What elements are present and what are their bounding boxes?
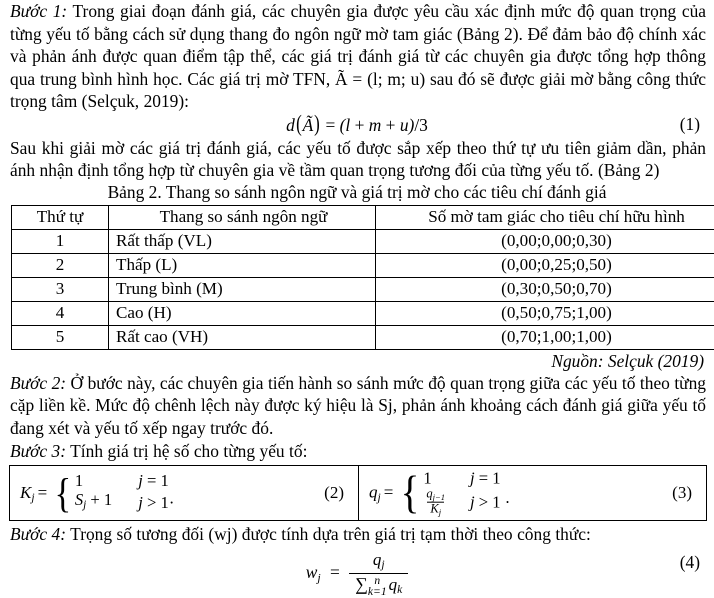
table-header-order: Thứ tự: [12, 205, 109, 229]
cell-language: Rất thấp (VL): [109, 229, 376, 253]
equation-3-body: [369, 469, 510, 518]
equation-2-body: [20, 471, 174, 515]
equation-3-case-2-condition: j > 1 ·: [470, 493, 510, 512]
cell-language: Trung bình (M): [109, 277, 376, 301]
equation-3-case-2-value: $\frac{q_{j-1}}{K_j}$: [423, 488, 448, 518]
cell-order: 1: [12, 229, 109, 253]
table-header-row: [12, 205, 714, 229]
equation-1-body: d(Ã) = (l + m + u)/3: [286, 115, 428, 135]
cell-order: 4: [12, 301, 109, 325]
equation-4-fraction: $q_j$ ∑ n k=1 $q_k$: [349, 551, 408, 597]
summation-icon: ∑: [355, 574, 368, 594]
equation-3-lhs: $q_j$: [369, 483, 381, 504]
cell-tfn: (0,30;0,50;0,70): [376, 277, 714, 301]
cell-tfn: (0,00;0,25;0,50): [376, 253, 714, 277]
equation-2-cases: [75, 471, 175, 515]
step-2-text: Ở bước này, các chuyên gia tiến hành so sánh mức độ quan trọng giữa các yếu tố theo từng cặp liền kề. Mức độ chênh lệch này được ký hiệu là Sj, phản ánh khoảng cách đánh giá giữa yếu tố đang xét và yếu tố xếp ngay trước đó.: [10, 373, 706, 438]
step-3-label: Bước 3:: [10, 441, 66, 461]
equation-2-brace: {: [55, 477, 72, 510]
paragraph-step-1: [0, 0, 714, 113]
equation-2-equals: =: [38, 483, 48, 503]
paragraph-step-2: [0, 372, 714, 440]
equation-1-number: (1): [680, 113, 700, 136]
paragraph-after-equation-1: Sau khi giải mờ các giá trị đánh giá, các yếu tố được sắp xếp theo thứ tự ưu tiên giảm dần, phản ánh nhận định tổng hợp từ chuyên gia về tầm quan trọng tương đối của từng yếu tố. (Bảng 2): [0, 137, 714, 182]
table-row: [12, 277, 714, 301]
step-2-label: Bước 2:: [10, 373, 66, 393]
table-source-note: Nguồn: Selçuk (2019): [0, 351, 714, 372]
cell-language: Cao (H): [109, 301, 376, 325]
equation-3-brace: {: [401, 475, 420, 512]
equation-2-case-2-condition: j > 1·: [138, 493, 174, 512]
table-header-language: Thang so sánh ngôn ngữ: [109, 205, 376, 229]
equation-2-case-1-condition: j = 1: [138, 471, 174, 490]
step-1-text: Trong giai đoạn đánh giá, các chuyên gia được yêu cầu xác định mức độ quan trọng của từng yếu tố bằng cách sử dụng thang đo ngôn ngữ mờ tam giác (Bảng 2). Để đảm bảo độ chính xác và phản ánh được quan điểm tập thể, các giá trị đánh giá từ các chuyên gia được tổng hợp thông qua trung bình hình học. Các giá trị mờ TFN, Ã = (l; m; u) sau đó sẽ được giải mờ bằng công thức trọng tâm (Selçuk, 2019):: [10, 1, 706, 111]
equation-2-lhs: $K_j$: [20, 483, 35, 504]
table-row: [12, 301, 714, 325]
equation-3-cases: [423, 469, 510, 518]
equation-3-case-1-condition: j = 1: [470, 469, 510, 488]
cell-order: 5: [12, 325, 109, 349]
paragraph-step-4: [0, 523, 714, 546]
cell-order: 2: [12, 253, 109, 277]
cell-tfn: (0,50;0,75;1,00): [376, 301, 714, 325]
table-row: [12, 253, 714, 277]
formula-box-3: [359, 466, 706, 520]
formula-box-2: [10, 466, 359, 520]
cell-language: Rất cao (VH): [109, 325, 376, 349]
table-row: [12, 229, 714, 253]
cell-language: Thấp (L): [109, 253, 376, 277]
step-4-label: Bước 4:: [10, 524, 66, 544]
equation-2-number: (2): [324, 483, 344, 503]
equation-1-line: [0, 113, 714, 137]
equation-4-line: [0, 551, 714, 597]
cell-tfn: (0,70;1,00;1,00): [376, 325, 714, 349]
step-1-label: Bước 1:: [10, 1, 67, 21]
step-3-text: Tính giá trị hệ số cho từng yếu tố:: [66, 441, 307, 461]
equation-3-number: (3): [672, 483, 692, 503]
equation-4-number: (4): [680, 551, 700, 574]
summation-limits: n k=1: [368, 575, 387, 597]
equation-4-body: $w_j$ = $q_j$ ∑ n k=1 $q_k$: [306, 562, 409, 582]
paragraph-step-3: [0, 440, 714, 463]
step-4-text: Trọng số tương đối (wj) được tính dựa trên giá trị tạm thời theo công thức:: [66, 524, 591, 544]
equation-2-case-2-value: $S_j + 1$: [75, 490, 112, 515]
equation-2-case-1-value: 1: [75, 471, 112, 490]
table-header-tfn: Số mờ tam giác cho tiêu chí hữu hình: [376, 205, 714, 229]
equation-3-case-1-value: 1: [423, 469, 448, 488]
linguistic-scale-table: [11, 205, 714, 350]
table-row: [12, 325, 714, 349]
cell-tfn: (0,00;0,00;0,30): [376, 229, 714, 253]
formula-box-row: [9, 465, 707, 521]
equation-3-equals: =: [384, 483, 394, 503]
cell-order: 3: [12, 277, 109, 301]
table-caption: Bảng 2. Thang so sánh ngôn ngữ và giá trị mờ cho các tiêu chí đánh giá: [0, 182, 714, 203]
